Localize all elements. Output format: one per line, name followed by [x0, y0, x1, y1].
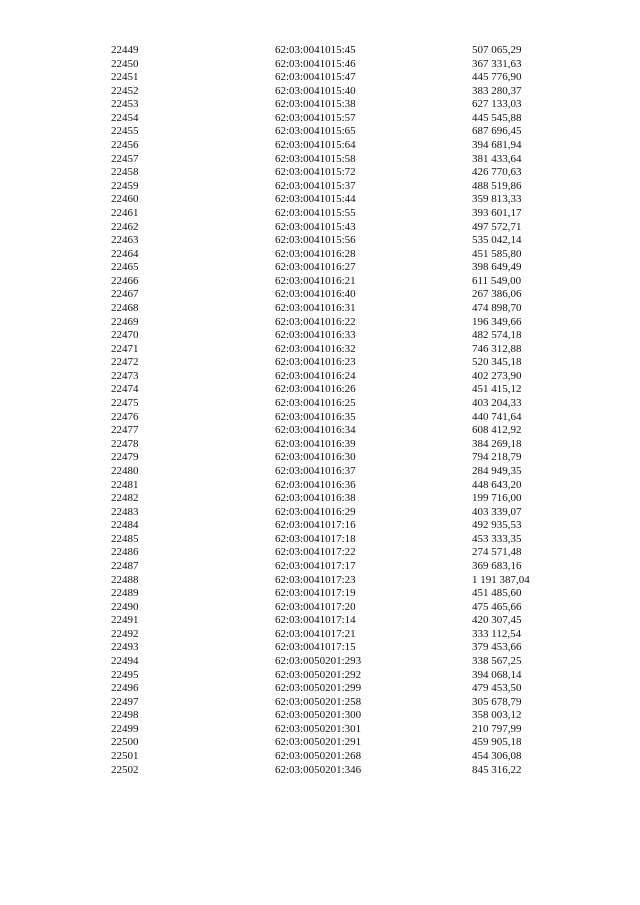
cadastral-number: 62:03:0041017:23 — [275, 573, 356, 586]
cadastral-number: 62:03:0041015:40 — [275, 84, 356, 97]
table-row — [0, 492, 640, 506]
cadastral-value: 394 068,14 — [472, 668, 522, 681]
row-number: 22472 — [111, 356, 139, 369]
cadastral-number: 62:03:0041017:18 — [275, 532, 356, 545]
cadastral-number: 62:03:0050201:293 — [275, 655, 362, 668]
cadastral-number: 62:03:0041015:56 — [275, 234, 356, 247]
table-row — [0, 587, 640, 601]
table-row — [0, 71, 640, 85]
cadastral-value: 451 415,12 — [472, 383, 522, 396]
cadastral-value: 475 465,66 — [472, 600, 522, 613]
cadastral-value: 384 269,18 — [472, 437, 522, 450]
row-number: 22463 — [111, 234, 139, 247]
row-number: 22453 — [111, 98, 139, 111]
cadastral-value: 394 681,94 — [472, 139, 522, 152]
table-row — [0, 533, 640, 547]
row-number: 22488 — [111, 573, 139, 586]
row-number: 22478 — [111, 437, 139, 450]
table-row — [0, 125, 640, 139]
cadastral-value: 398 649,49 — [472, 261, 522, 274]
cadastral-number: 62:03:0041016:36 — [275, 478, 356, 491]
cadastral-value: 611 549,00 — [472, 274, 522, 287]
row-number: 22485 — [111, 532, 139, 545]
cadastral-value: 608 412,92 — [472, 424, 522, 437]
row-number: 22480 — [111, 464, 139, 477]
table-row — [0, 574, 640, 588]
row-number: 22474 — [111, 383, 139, 396]
table-row — [0, 628, 640, 642]
row-number: 22496 — [111, 682, 139, 695]
cadastral-value: 284 949,35 — [472, 464, 522, 477]
cadastral-value: 445 545,88 — [472, 111, 522, 124]
table-row — [0, 275, 640, 289]
cadastral-value: 359 813,33 — [472, 193, 522, 206]
cadastral-number: 62:03:0041015:72 — [275, 166, 356, 179]
cadastral-value: 488 519,86 — [472, 179, 522, 192]
table-row — [0, 248, 640, 262]
cadastral-number: 62:03:0041016:35 — [275, 410, 356, 423]
row-number: 22471 — [111, 342, 139, 355]
row-number: 22497 — [111, 695, 139, 708]
cadastral-value: 492 935,53 — [472, 519, 522, 532]
table-row — [0, 614, 640, 628]
cadastral-number: 62:03:0041017:19 — [275, 587, 356, 600]
cadastral-number: 62:03:0050201:268 — [275, 750, 362, 763]
row-number: 22499 — [111, 722, 139, 735]
table-row — [0, 411, 640, 425]
cadastral-value: 497 572,71 — [472, 220, 522, 233]
table-row — [0, 764, 640, 778]
row-number: 22487 — [111, 559, 139, 572]
cadastral-value: 746 312,88 — [472, 342, 522, 355]
row-number: 22465 — [111, 261, 139, 274]
cadastral-number: 62:03:0041015:45 — [275, 44, 356, 56]
cadastral-number: 62:03:0050201:346 — [275, 763, 362, 776]
row-number: 22458 — [111, 166, 139, 179]
cadastral-number: 62:03:0041016:30 — [275, 451, 356, 464]
table-row — [0, 479, 640, 493]
row-number: 22498 — [111, 709, 139, 722]
row-number: 22490 — [111, 600, 139, 613]
table-row — [0, 193, 640, 207]
row-number: 22461 — [111, 206, 139, 219]
table-row — [0, 397, 640, 411]
cadastral-value: 507 065,29 — [472, 44, 522, 56]
row-number: 22494 — [111, 655, 139, 668]
table-row — [0, 98, 640, 112]
table-row — [0, 234, 640, 248]
cadastral-number: 62:03:0041016:39 — [275, 437, 356, 450]
table-row — [0, 370, 640, 384]
row-number: 22466 — [111, 274, 139, 287]
row-number: 22495 — [111, 668, 139, 681]
cadastral-number: 62:03:0041016:31 — [275, 301, 356, 314]
cadastral-value: 451 485,60 — [472, 587, 522, 600]
row-number: 22476 — [111, 410, 139, 423]
cadastral-number: 62:03:0041017:16 — [275, 519, 356, 532]
table-row — [0, 723, 640, 737]
table-row — [0, 58, 640, 72]
cadastral-number: 62:03:0041015:44 — [275, 193, 356, 206]
cadastral-value: 196 349,66 — [472, 315, 522, 328]
row-number: 22491 — [111, 614, 139, 627]
cadastral-number: 62:03:0041015:58 — [275, 152, 356, 165]
row-number: 22464 — [111, 247, 139, 260]
cadastral-value: 845 316,22 — [472, 763, 522, 776]
cadastral-number: 62:03:0041016:29 — [275, 505, 356, 518]
cadastral-number: 62:03:0041015:55 — [275, 206, 356, 219]
table-row — [0, 316, 640, 330]
cadastral-value: 426 770,63 — [472, 166, 522, 179]
table-row — [0, 383, 640, 397]
cadastral-value: 1 191 387,04 — [472, 573, 530, 586]
table-row — [0, 207, 640, 221]
cadastral-number: 62:03:0050201:301 — [275, 722, 362, 735]
cadastral-value: 459 905,18 — [472, 736, 522, 749]
cadastral-value: 482 574,18 — [472, 329, 522, 342]
table-row — [0, 85, 640, 99]
cadastral-number: 62:03:0041016:25 — [275, 397, 356, 410]
cadastral-number: 62:03:0041017:14 — [275, 614, 356, 627]
table-row — [0, 641, 640, 655]
cadastral-number: 62:03:0041016:33 — [275, 329, 356, 342]
table-row — [0, 682, 640, 696]
cadastral-number: 62:03:0041015:47 — [275, 71, 356, 84]
table-row — [0, 736, 640, 750]
row-number: 22501 — [111, 750, 139, 763]
cadastral-value: 305 678,79 — [472, 695, 522, 708]
cadastral-value: 794 218,79 — [472, 451, 522, 464]
table-row — [0, 669, 640, 683]
cadastral-number: 62:03:0041016:34 — [275, 424, 356, 437]
cadastral-number: 62:03:0050201:300 — [275, 709, 362, 722]
cadastral-number: 62:03:0041017:21 — [275, 627, 356, 640]
cadastral-number: 62:03:0041015:46 — [275, 57, 356, 70]
cadastral-number: 62:03:0041015:38 — [275, 98, 356, 111]
table-row — [0, 465, 640, 479]
cadastral-value: 448 643,20 — [472, 478, 522, 491]
row-number: 22481 — [111, 478, 139, 491]
row-number: 22469 — [111, 315, 139, 328]
table-row — [0, 166, 640, 180]
cadastral-number: 62:03:0041015:64 — [275, 139, 356, 152]
row-number: 22483 — [111, 505, 139, 518]
table-row — [0, 451, 640, 465]
row-number: 22462 — [111, 220, 139, 233]
row-number: 22482 — [111, 492, 139, 505]
table-row — [0, 546, 640, 560]
cadastral-value: 369 683,16 — [472, 559, 522, 572]
cadastral-number: 62:03:0041016:23 — [275, 356, 356, 369]
cadastral-value: 440 741,64 — [472, 410, 522, 423]
cadastral-value: 687 696,45 — [472, 125, 522, 138]
row-number: 22449 — [111, 44, 139, 56]
table-row — [0, 180, 640, 194]
table — [0, 44, 640, 777]
row-number: 22486 — [111, 546, 139, 559]
row-number: 22489 — [111, 587, 139, 600]
table-row — [0, 261, 640, 275]
cadastral-number: 62:03:0041017:20 — [275, 600, 356, 613]
cadastral-value: 358 003,12 — [472, 709, 522, 722]
cadastral-value: 474 898,70 — [472, 301, 522, 314]
row-number: 22473 — [111, 369, 139, 382]
table-row — [0, 44, 640, 58]
table-row — [0, 424, 640, 438]
cadastral-number: 62:03:0041016:37 — [275, 464, 356, 477]
cadastral-number: 62:03:0041015:37 — [275, 179, 356, 192]
cadastral-number: 62:03:0041016:24 — [275, 369, 356, 382]
cadastral-number: 62:03:0050201:299 — [275, 682, 362, 695]
cadastral-value: 535 042,14 — [472, 234, 522, 247]
cadastral-number: 62:03:0041017:17 — [275, 559, 356, 572]
cadastral-number: 62:03:0041016:28 — [275, 247, 356, 260]
table-row — [0, 601, 640, 615]
cadastral-number: 62:03:0041016:21 — [275, 274, 356, 287]
row-number: 22492 — [111, 627, 139, 640]
cadastral-value: 479 453,50 — [472, 682, 522, 695]
cadastral-number: 62:03:0050201:291 — [275, 736, 362, 749]
table-row — [0, 153, 640, 167]
cadastral-value: 451 585,80 — [472, 247, 522, 260]
cadastral-number: 62:03:0041017:22 — [275, 546, 356, 559]
table-row — [0, 329, 640, 343]
cadastral-number: 62:03:0050201:258 — [275, 695, 362, 708]
cadastral-value: 210 797,99 — [472, 722, 522, 735]
cadastral-number: 62:03:0041016:27 — [275, 261, 356, 274]
table-row — [0, 221, 640, 235]
cadastral-value: 379 453,66 — [472, 641, 522, 654]
cadastral-value: 420 307,45 — [472, 614, 522, 627]
row-number: 22484 — [111, 519, 139, 532]
cadastral-number: 62:03:0041016:38 — [275, 492, 356, 505]
cadastral-value: 274 571,48 — [472, 546, 522, 559]
table-row — [0, 356, 640, 370]
cadastral-number: 62:03:0041015:65 — [275, 125, 356, 138]
cadastral-number: 62:03:0041016:26 — [275, 383, 356, 396]
cadastral-value: 454 306,08 — [472, 750, 522, 763]
row-number: 22493 — [111, 641, 139, 654]
row-number: 22457 — [111, 152, 139, 165]
row-number: 22470 — [111, 329, 139, 342]
cadastral-value: 403 204,33 — [472, 397, 522, 410]
row-number: 22500 — [111, 736, 139, 749]
table-row — [0, 655, 640, 669]
row-number: 22452 — [111, 84, 139, 97]
row-number: 22450 — [111, 57, 139, 70]
cadastral-number: 62:03:0041015:57 — [275, 111, 356, 124]
table-row — [0, 506, 640, 520]
cadastral-value: 445 776,90 — [472, 71, 522, 84]
row-number: 22455 — [111, 125, 139, 138]
cadastral-value: 403 339,07 — [472, 505, 522, 518]
table-row — [0, 288, 640, 302]
cadastral-value: 627 133,03 — [472, 98, 522, 111]
cadastral-number: 62:03:0041016:32 — [275, 342, 356, 355]
table-row — [0, 709, 640, 723]
row-number: 22477 — [111, 424, 139, 437]
table-row — [0, 438, 640, 452]
row-number: 22454 — [111, 111, 139, 124]
cadastral-number: 62:03:0041016:40 — [275, 288, 356, 301]
table-row — [0, 696, 640, 710]
cadastral-number: 62:03:0041016:22 — [275, 315, 356, 328]
cadastral-value: 338 567,25 — [472, 655, 522, 668]
cadastral-value: 367 331,63 — [472, 57, 522, 70]
cadastral-value: 520 345,18 — [472, 356, 522, 369]
table-row — [0, 750, 640, 764]
table-row — [0, 519, 640, 533]
row-number: 22460 — [111, 193, 139, 206]
cadastral-number: 62:03:0041015:43 — [275, 220, 356, 233]
cadastral-value: 333 112,54 — [472, 627, 522, 640]
row-number: 22475 — [111, 397, 139, 410]
table-row — [0, 560, 640, 574]
cadastral-value: 393 601,17 — [472, 206, 522, 219]
row-number: 22459 — [111, 179, 139, 192]
cadastral-value: 199 716,00 — [472, 492, 522, 505]
table-row — [0, 112, 640, 126]
row-number: 22451 — [111, 71, 139, 84]
table-row — [0, 302, 640, 316]
row-number: 22456 — [111, 139, 139, 152]
cadastral-value: 383 280,37 — [472, 84, 522, 97]
cadastral-value: 402 273,90 — [472, 369, 522, 382]
row-number: 22467 — [111, 288, 139, 301]
row-number: 22468 — [111, 301, 139, 314]
table-row — [0, 343, 640, 357]
table-row — [0, 139, 640, 153]
row-number: 22479 — [111, 451, 139, 464]
cadastral-value: 381 433,64 — [472, 152, 522, 165]
cadastral-number: 62:03:0050201:292 — [275, 668, 362, 681]
cadastral-value: 267 386,06 — [472, 288, 522, 301]
cadastral-number: 62:03:0041017:15 — [275, 641, 356, 654]
row-number: 22502 — [111, 763, 139, 776]
cadastral-value: 453 333,35 — [472, 532, 522, 545]
